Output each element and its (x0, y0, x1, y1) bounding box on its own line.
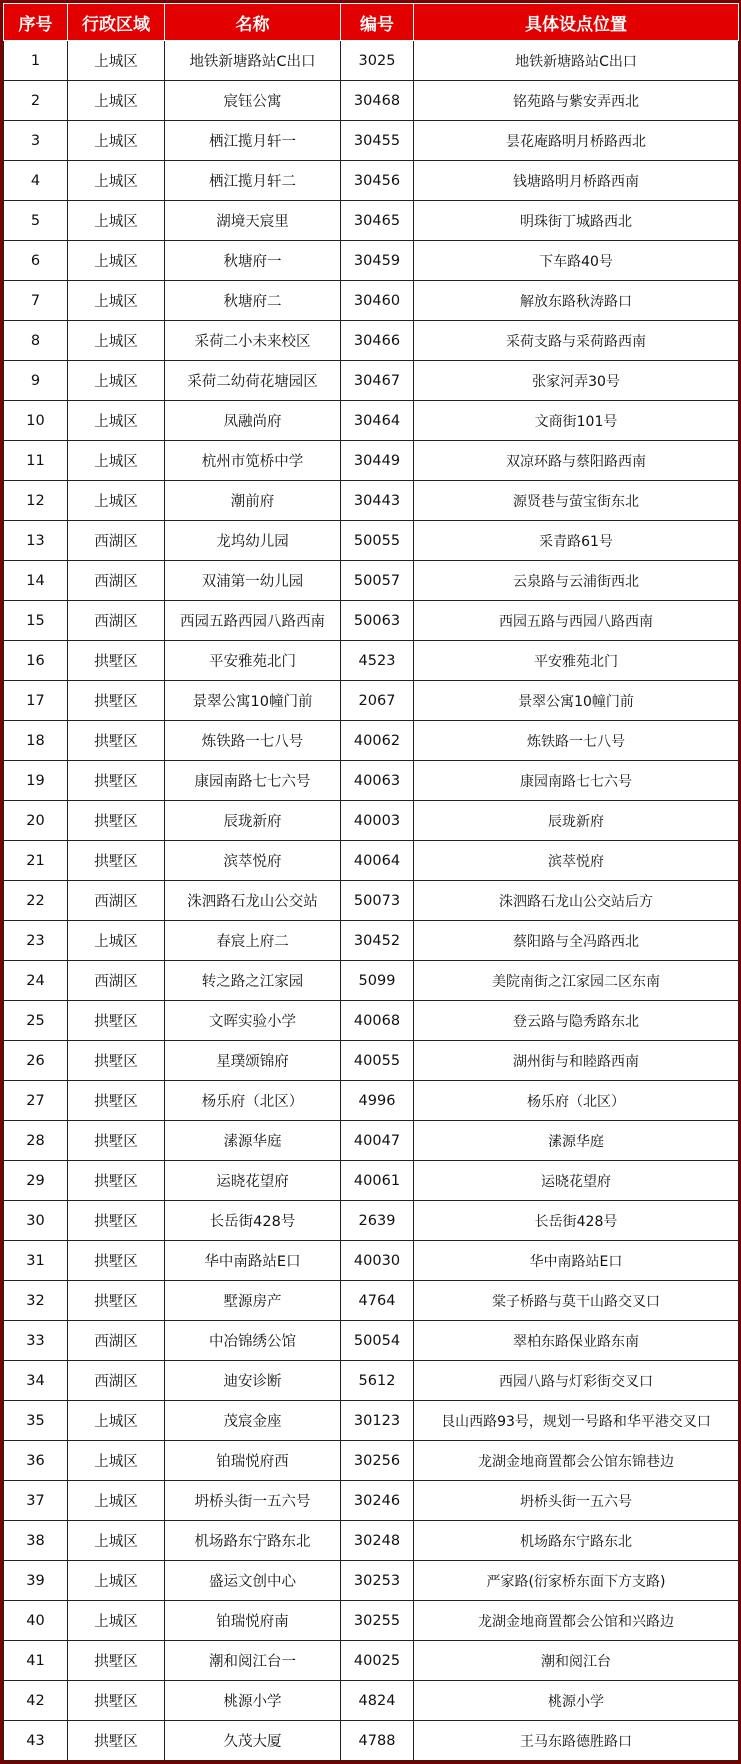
cell-name: 杭州市笕桥中学 (165, 441, 341, 481)
cell-district: 西湖区 (68, 961, 165, 1001)
table-row (4, 1121, 739, 1161)
cell-name: 华中南路站E口 (165, 1241, 341, 1281)
cell-index: 13 (4, 521, 68, 561)
cell-code: 40061 (341, 1161, 414, 1201)
cell-location: 严家路(衍家桥东面下方支路) (414, 1561, 739, 1601)
cell-location: 平安雅苑北门 (414, 641, 739, 681)
cell-location: 龙湖金地商置都会公馆东锦巷边 (414, 1441, 739, 1481)
cell-code: 4996 (341, 1081, 414, 1121)
cell-district: 拱墅区 (68, 1161, 165, 1201)
cell-location: 机场路东宁路东北 (414, 1521, 739, 1561)
cell-code: 30460 (341, 281, 414, 321)
cell-index: 5 (4, 201, 68, 241)
cell-name: 双浦第一幼儿园 (165, 561, 341, 601)
cell-location: 龙湖金地商置都会公馆和兴路边 (414, 1601, 739, 1641)
cell-district: 拱墅区 (68, 1641, 165, 1681)
cell-location: 蔡阳路与全冯路西北 (414, 921, 739, 961)
cell-location: 滨萃悦府 (414, 841, 739, 881)
cell-name: 龙坞幼儿园 (165, 521, 341, 561)
cell-code: 3025 (341, 41, 414, 81)
table-row (4, 1361, 739, 1401)
table-row (4, 441, 739, 481)
table-row (4, 1161, 739, 1201)
cell-district: 上城区 (68, 481, 165, 521)
cell-index: 31 (4, 1241, 68, 1281)
cell-index: 26 (4, 1041, 68, 1081)
table-row (4, 961, 739, 1001)
table-row (4, 601, 739, 641)
table-row (4, 121, 739, 161)
cell-district: 上城区 (68, 121, 165, 161)
header-name: 名称 (165, 4, 341, 41)
table-row (4, 481, 739, 521)
cell-location: 湖州街与和睦路西南 (414, 1041, 739, 1081)
cell-district: 拱墅区 (68, 1241, 165, 1281)
table-row (4, 561, 739, 601)
cell-district: 上城区 (68, 921, 165, 961)
cell-name: 宸钰公寓 (165, 81, 341, 121)
cell-location: 昙花庵路明月桥路西北 (414, 121, 739, 161)
cell-location: 辰珑新府 (414, 801, 739, 841)
cell-index: 23 (4, 921, 68, 961)
cell-code: 40062 (341, 721, 414, 761)
table-row (4, 1601, 739, 1641)
cell-location: 长岳街428号 (414, 1201, 739, 1241)
cell-district: 西湖区 (68, 601, 165, 641)
cell-index: 24 (4, 961, 68, 1001)
cell-index: 10 (4, 401, 68, 441)
cell-name: 秋塘府一 (165, 241, 341, 281)
cell-location: 云泉路与云浦街西北 (414, 561, 739, 601)
cell-code: 50057 (341, 561, 414, 601)
cell-district: 上城区 (68, 81, 165, 121)
cell-name: 平安雅苑北门 (165, 641, 341, 681)
cell-location: 坍桥头街一五六号 (414, 1481, 739, 1521)
cell-district: 上城区 (68, 401, 165, 441)
cell-index: 8 (4, 321, 68, 361)
table-body (4, 41, 739, 1761)
table-row (4, 1001, 739, 1041)
cell-district: 上城区 (68, 161, 165, 201)
table-row (4, 801, 739, 841)
table-row (4, 1281, 739, 1321)
cell-district: 拱墅区 (68, 1721, 165, 1761)
cell-location: 解放东路秋涛路口 (414, 281, 739, 321)
cell-index: 32 (4, 1281, 68, 1321)
cell-location: 溸源华庭 (414, 1121, 739, 1161)
cell-district: 拱墅区 (68, 1081, 165, 1121)
cell-code: 40003 (341, 801, 414, 841)
cell-code: 50063 (341, 601, 414, 641)
cell-name: 运晓花望府 (165, 1161, 341, 1201)
cell-index: 14 (4, 561, 68, 601)
cell-location: 张家河弄30号 (414, 361, 739, 401)
table-row (4, 361, 739, 401)
cell-location: 文商街101号 (414, 401, 739, 441)
cell-index: 40 (4, 1601, 68, 1641)
cell-location: 西园五路与西园八路西南 (414, 601, 739, 641)
cell-district: 上城区 (68, 361, 165, 401)
cell-name: 久茂大厦 (165, 1721, 341, 1761)
table-row (4, 641, 739, 681)
cell-district: 拱墅区 (68, 641, 165, 681)
table-row (4, 1321, 739, 1361)
table-row (4, 681, 739, 721)
cell-district: 上城区 (68, 1481, 165, 1521)
cell-location: 翠柏东路保业路东南 (414, 1321, 739, 1361)
cell-district: 上城区 (68, 321, 165, 361)
cell-code: 30464 (341, 401, 414, 441)
cell-code: 40055 (341, 1041, 414, 1081)
cell-name: 景翠公寓10幢门前 (165, 681, 341, 721)
cell-code: 30443 (341, 481, 414, 521)
cell-name: 潮和阅江台一 (165, 1641, 341, 1681)
cell-district: 上城区 (68, 241, 165, 281)
cell-name: 潮前府 (165, 481, 341, 521)
cell-code: 30449 (341, 441, 414, 481)
cell-code: 30256 (341, 1441, 414, 1481)
table-row (4, 881, 739, 921)
table-row (4, 201, 739, 241)
cell-name: 采荷二幼荷花塘园区 (165, 361, 341, 401)
cell-code: 50073 (341, 881, 414, 921)
cell-name: 桃源小学 (165, 1681, 341, 1721)
cell-name: 茂宸金座 (165, 1401, 341, 1441)
cell-name: 星璞颂锦府 (165, 1041, 341, 1081)
table-row (4, 321, 739, 361)
cell-name: 铂瑞悦府南 (165, 1601, 341, 1641)
cell-index: 41 (4, 1641, 68, 1681)
cell-name: 溸源华庭 (165, 1121, 341, 1161)
cell-district: 拱墅区 (68, 1041, 165, 1081)
cell-location: 下车路40号 (414, 241, 739, 281)
table-row (4, 1241, 739, 1281)
cell-index: 42 (4, 1681, 68, 1721)
cell-name: 文晖实验小学 (165, 1001, 341, 1041)
cell-index: 20 (4, 801, 68, 841)
cell-code: 30468 (341, 81, 414, 121)
cell-district: 拱墅区 (68, 761, 165, 801)
cell-district: 拱墅区 (68, 1121, 165, 1161)
cell-name: 长岳街428号 (165, 1201, 341, 1241)
cell-name: 西园五路西园八路西南 (165, 601, 341, 641)
cell-location: 洙泗路石龙山公交站后方 (414, 881, 739, 921)
cell-location: 采荷支路与采荷路西南 (414, 321, 739, 361)
header-code: 编号 (341, 4, 414, 41)
cell-district: 拱墅区 (68, 1001, 165, 1041)
cell-index: 25 (4, 1001, 68, 1041)
cell-district: 西湖区 (68, 521, 165, 561)
table-row (4, 41, 739, 81)
cell-location: 杨乐府（北区） (414, 1081, 739, 1121)
cell-location: 钱塘路明月桥路西南 (414, 161, 739, 201)
cell-index: 9 (4, 361, 68, 401)
cell-name: 机场路东宁路东北 (165, 1521, 341, 1561)
cell-code: 4764 (341, 1281, 414, 1321)
table-row (4, 721, 739, 761)
cell-code: 30466 (341, 321, 414, 361)
table-row (4, 401, 739, 441)
cell-code: 30123 (341, 1401, 414, 1441)
table-row (4, 761, 739, 801)
cell-code: 30465 (341, 201, 414, 241)
cell-location: 地铁新塘路站C出口 (414, 41, 739, 81)
table-row (4, 281, 739, 321)
cell-index: 16 (4, 641, 68, 681)
cell-location: 铭苑路与紫安弄西北 (414, 81, 739, 121)
cell-name: 洙泗路石龙山公交站 (165, 881, 341, 921)
cell-district: 上城区 (68, 1561, 165, 1601)
cell-code: 4824 (341, 1681, 414, 1721)
cell-name: 墅源房产 (165, 1281, 341, 1321)
table-row (4, 1481, 739, 1521)
cell-code: 4788 (341, 1721, 414, 1761)
header-index: 序号 (4, 4, 68, 41)
table-row (4, 241, 739, 281)
cell-index: 7 (4, 281, 68, 321)
cell-location: 运晓花望府 (414, 1161, 739, 1201)
cell-index: 39 (4, 1561, 68, 1601)
cell-index: 30 (4, 1201, 68, 1241)
cell-code: 40047 (341, 1121, 414, 1161)
cell-name: 滨萃悦府 (165, 841, 341, 881)
cell-code: 30246 (341, 1481, 414, 1521)
header-district: 行政区域 (68, 4, 165, 41)
cell-index: 43 (4, 1721, 68, 1761)
cell-code: 40025 (341, 1641, 414, 1681)
table-row (4, 921, 739, 961)
table-row (4, 1081, 739, 1121)
cell-index: 36 (4, 1441, 68, 1481)
cell-code: 40030 (341, 1241, 414, 1281)
cell-district: 上城区 (68, 1441, 165, 1481)
cell-district: 西湖区 (68, 881, 165, 921)
cell-location: 桃源小学 (414, 1681, 739, 1721)
cell-index: 2 (4, 81, 68, 121)
cell-district: 上城区 (68, 441, 165, 481)
cell-district: 拱墅区 (68, 1281, 165, 1321)
cell-code: 30459 (341, 241, 414, 281)
cell-index: 4 (4, 161, 68, 201)
cell-district: 拱墅区 (68, 681, 165, 721)
cell-location: 华中南路站E口 (414, 1241, 739, 1281)
cell-index: 11 (4, 441, 68, 481)
cell-code: 30467 (341, 361, 414, 401)
cell-location: 明珠街丁城路西北 (414, 201, 739, 241)
cell-index: 38 (4, 1521, 68, 1561)
cell-index: 29 (4, 1161, 68, 1201)
table-row (4, 841, 739, 881)
table-row (4, 1641, 739, 1681)
cell-name: 春宸上府二 (165, 921, 341, 961)
cell-location: 棠子桥路与莫干山路交叉口 (414, 1281, 739, 1321)
cell-name: 康园南路七七六号 (165, 761, 341, 801)
cell-index: 28 (4, 1121, 68, 1161)
cell-name: 地铁新塘路站C出口 (165, 41, 341, 81)
cell-name: 采荷二小未来校区 (165, 321, 341, 361)
cell-code: 2639 (341, 1201, 414, 1241)
cell-code: 40064 (341, 841, 414, 881)
table-header (4, 4, 739, 41)
cell-location: 王马东路德胜路口 (414, 1721, 739, 1761)
cell-district: 拱墅区 (68, 841, 165, 881)
location-table (3, 3, 739, 1761)
cell-location: 潮和阅江台 (414, 1641, 739, 1681)
cell-index: 21 (4, 841, 68, 881)
cell-district: 上城区 (68, 281, 165, 321)
cell-index: 27 (4, 1081, 68, 1121)
cell-index: 17 (4, 681, 68, 721)
cell-location: 康园南路七七六号 (414, 761, 739, 801)
cell-district: 西湖区 (68, 1321, 165, 1361)
cell-name: 杨乐府（北区） (165, 1081, 341, 1121)
cell-index: 1 (4, 41, 68, 81)
cell-district: 上城区 (68, 1601, 165, 1641)
cell-location: 美院南街之江家园二区东南 (414, 961, 739, 1001)
cell-district: 上城区 (68, 41, 165, 81)
cell-name: 湖境天宸里 (165, 201, 341, 241)
cell-index: 6 (4, 241, 68, 281)
cell-index: 35 (4, 1401, 68, 1441)
cell-index: 15 (4, 601, 68, 641)
cell-district: 西湖区 (68, 561, 165, 601)
cell-location: 西园八路与灯彩街交叉口 (414, 1361, 739, 1401)
cell-index: 3 (4, 121, 68, 161)
cell-name: 铂瑞悦府西 (165, 1441, 341, 1481)
cell-district: 拱墅区 (68, 801, 165, 841)
table-row (4, 1521, 739, 1561)
cell-code: 40068 (341, 1001, 414, 1041)
cell-name: 辰珑新府 (165, 801, 341, 841)
cell-name: 迪安诊断 (165, 1361, 341, 1401)
cell-code: 40063 (341, 761, 414, 801)
table-row (4, 1561, 739, 1601)
cell-index: 37 (4, 1481, 68, 1521)
cell-name: 转之路之江家园 (165, 961, 341, 1001)
cell-code: 30255 (341, 1601, 414, 1641)
table-row (4, 1041, 739, 1081)
header-location: 具体设点位置 (414, 4, 739, 41)
cell-code: 30455 (341, 121, 414, 161)
cell-name: 炼铁路一七八号 (165, 721, 341, 761)
cell-district: 拱墅区 (68, 721, 165, 761)
table-row (4, 1401, 739, 1441)
cell-name: 凤融尚府 (165, 401, 341, 441)
cell-location: 登云路与隐秀路东北 (414, 1001, 739, 1041)
cell-district: 西湖区 (68, 1361, 165, 1401)
cell-name: 栖江揽月轩一 (165, 121, 341, 161)
cell-code: 30248 (341, 1521, 414, 1561)
cell-code: 30456 (341, 161, 414, 201)
cell-code: 30253 (341, 1561, 414, 1601)
cell-index: 12 (4, 481, 68, 521)
cell-code: 30452 (341, 921, 414, 961)
table-row (4, 1201, 739, 1241)
table-row (4, 81, 739, 121)
table-row (4, 1441, 739, 1481)
cell-code: 50054 (341, 1321, 414, 1361)
cell-district: 上城区 (68, 201, 165, 241)
table-row (4, 1721, 739, 1761)
cell-district: 拱墅区 (68, 1201, 165, 1241)
cell-location: 采青路61号 (414, 521, 739, 561)
cell-location: 源贤巷与萤宝街东北 (414, 481, 739, 521)
cell-location: 景翠公寓10幢门前 (414, 681, 739, 721)
table-row (4, 1681, 739, 1721)
cell-code: 5099 (341, 961, 414, 1001)
table-row (4, 161, 739, 201)
cell-index: 33 (4, 1321, 68, 1361)
cell-district: 上城区 (68, 1401, 165, 1441)
cell-code: 2067 (341, 681, 414, 721)
cell-location: 双凉环路与蔡阳路西南 (414, 441, 739, 481)
cell-district: 拱墅区 (68, 1681, 165, 1721)
cell-name: 秋塘府二 (165, 281, 341, 321)
header-row (4, 4, 739, 41)
cell-index: 19 (4, 761, 68, 801)
cell-name: 坍桥头街一五六号 (165, 1481, 341, 1521)
cell-location: 艮山西路93号，规划一号路和华平港交叉口 (414, 1401, 739, 1441)
cell-index: 18 (4, 721, 68, 761)
table-row (4, 521, 739, 561)
cell-district: 上城区 (68, 1521, 165, 1561)
cell-index: 22 (4, 881, 68, 921)
cell-index: 34 (4, 1361, 68, 1401)
cell-location: 炼铁路一七八号 (414, 721, 739, 761)
cell-code: 50055 (341, 521, 414, 561)
cell-name: 中冶锦绣公馆 (165, 1321, 341, 1361)
cell-code: 4523 (341, 641, 414, 681)
cell-name: 盛运文创中心 (165, 1561, 341, 1601)
cell-name: 栖江揽月轩二 (165, 161, 341, 201)
cell-code: 5612 (341, 1361, 414, 1401)
